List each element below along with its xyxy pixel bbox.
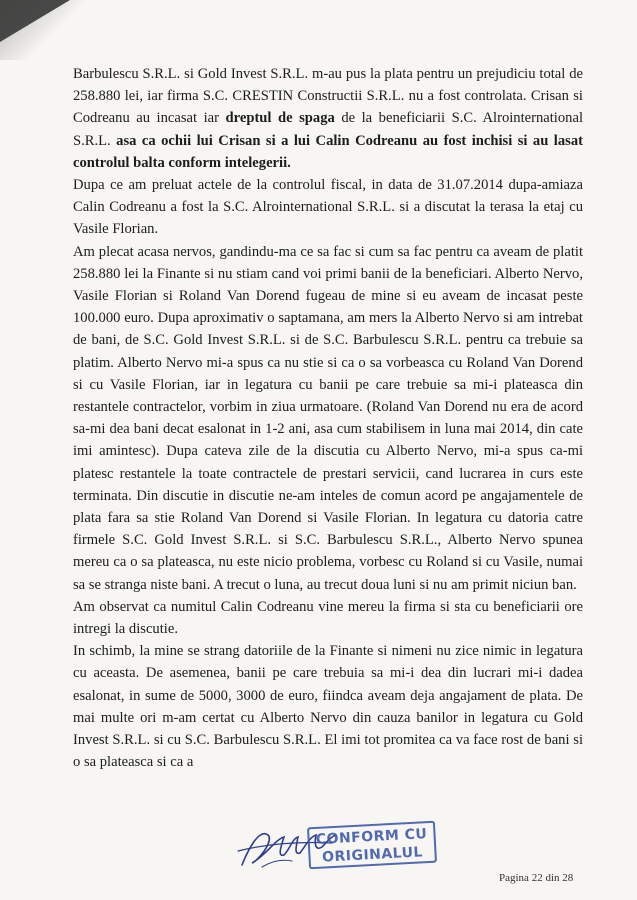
paragraph [73,596,583,640]
paragraph [73,174,583,241]
paragraph [73,63,583,174]
stamp-line-1: CONFORM CU [315,826,428,848]
conform-cu-originalul-stamp [307,821,437,870]
stamp-line-2: ORIGINALUL [321,844,424,866]
paragraph [73,640,583,773]
text-segment: Barbulescu S.R.L. si Gold Invest S.R.L. m-au pus la plata pentru un prejudiciu total de 258.880 lei, iar firma S.C. CRESTIN Constructii S.R.L. nu a fost controlata. Crisan si Codreanu au incasat iar [73,66,583,127]
text-segment: Dupa ce am preluat actele de la controlul fiscal, in data de 31.07.2014 dupa-amiaza Calin Codreanu a fost la S.C. Alrointernational S.R.L. si a discutat la terasa la etaj cu Vasile Florian. [73,177,583,238]
page-corner-fade [0,0,90,60]
text-segment: Am observat ca numitul Calin Codreanu vine mereu la firma si sta cu beneficiarii ore intregi la discutie. [73,598,583,638]
bold-text-segment: dreptul de spaga [225,110,335,127]
page-number: Pagina 22 din 28 [499,872,574,884]
certification-area [232,815,462,875]
text-segment: Am plecat acasa nervos, gandindu-ma ce sa fac si cum sa fac pentru ca aveam de platit 258.880 lei la Finante si nu stiam cand voi primi banii de la beneficiari. Alberto Nervo, Vasile Florian si Roland Van Dorend fugeau de mine si eu aveam de incasat peste 100.000 euro. Dupa aproximativ o saptamana, am mers la Alberto Nervo si am intrebat de bani, de S.C. Gold Invest S.R.L. si de S.C. Barbulescu S.R.L. pentru ca trebuie sa platim. Alberto Nervo mi-a spus ca nu stie si ca o sa vorbeasca cu Roland Van Dorend si cu Vasile Florian, iar in legatura cu banii pe care trebuie sa mi-i plateasca din restantele contractelor, vorbim in ziua urmatoare. (Roland Van Dorend nu era de acord sa-mi dea bani decat esalonat in 1-2 ani, asa cum stabilisem in luna mai 2014, din cate imi amintesc). Dupa cateva zile de la discutia cu Alberto Nervo, mi-a spus ca-mi platesc restantele la toate contractele de prestari servicii, cand lucrarea in curs este terminata. Din discutie in discutie ne-am inteles de comun acord pe angajamentele de plata fara sa stie Roland Van Dorend si Vasile Florian. In legatura cu datoria catre firmele S.C. Gold Invest S.R.L. si S.C. Barbulescu S.R.L., Alberto Nervo spunea mereu ca o sa plateasca, nu este nicio problema, vorbesc cu Roland si cu Vasile, numai sa se stranga niste bani. A trecut o luna, au trecut doua luni si nu am primit niciun ban. [73,243,583,593]
bold-text-segment: asa ca ochii lui Crisan si a lui Calin Codreanu au fost inchisi si au lasat controlul balta conform intelegerii. [73,132,583,171]
document-body [73,63,583,774]
text-segment: In schimb, la mine se strang datoriile de la Finante si nimeni nu zice nimic in legatura cu aceasta. De asemenea, banii pe care trebuia sa mi-i dea din lucrari mi-i dadea esalonat, in sume de 5000, 3000 de euro, fiindca aveam deja angajament de plata. De mai multe ori m-am certat cu Alberto Nervo din cauza banilor in legatura cu Gold Invest S.R.L. si cu S.C. Barbulescu S.R.L. El imi tot promitea ca va face rost de bani si o sa plateasca si ca a [73,643,583,771]
text-segment: de la beneficiarii S.C. Alrointernational S.R.L. [73,110,583,149]
paragraph [73,241,583,596]
